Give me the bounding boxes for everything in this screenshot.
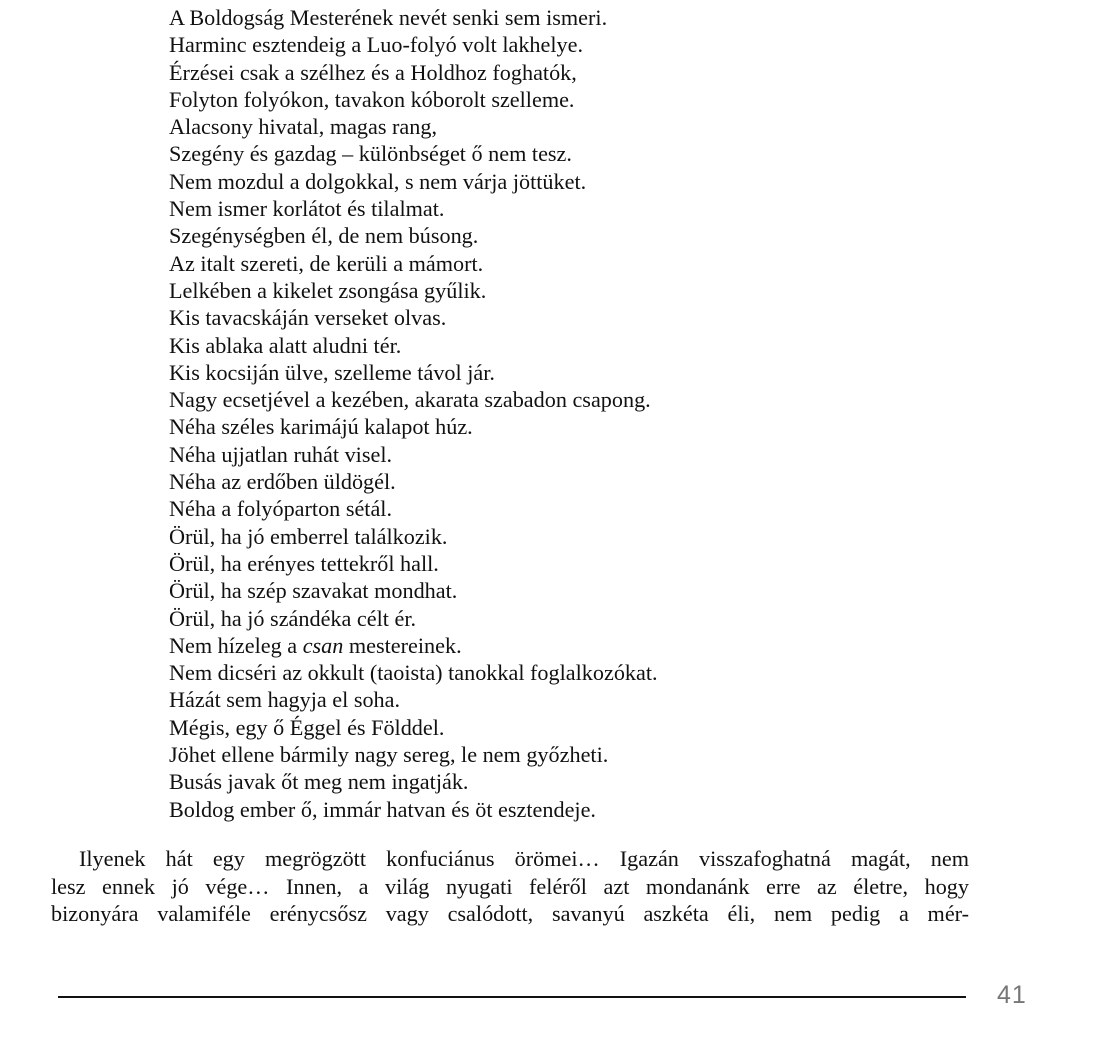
poem-line-with-italic	[169, 632, 658, 659]
poem-line: Néha széles karimájú kalapot húz.	[169, 414, 473, 440]
prose-line: lesz ennek jó vége… Innen, a világ nyugati feléről azt mondanánk erre az életre, hogy	[51, 873, 969, 899]
poem-line: Kis ablaka alatt aludni tér.	[169, 332, 402, 358]
poem-line: Alacsony hivatal, magas rang,	[169, 114, 438, 140]
poem-line: Néha ujjatlan ruhát visel.	[169, 441, 393, 467]
poem-line: Az italt szereti, de kerüli a mámort.	[169, 250, 484, 276]
poem-line: Nagy ecsetjével a kezében, akarata szabadon csapong.	[169, 387, 651, 413]
poem-line-text: Nem hízeleg a	[169, 632, 303, 658]
poem-line: Kis tavacskáján verseket olvas.	[169, 305, 447, 331]
italic-term: csan	[302, 632, 344, 658]
poem-line: Örül, ha erényes tettekről hall.	[169, 550, 439, 576]
poem-line: Házát sem hagyja el soha.	[169, 687, 401, 713]
poem-line: Harminc esztendeig a Luo-folyó volt lakhelye.	[169, 32, 584, 58]
poem-line: Boldog ember ő, immár hatvan és öt esztendeje.	[169, 796, 596, 822]
poem-line: Örül, ha jó emberrel találkozik.	[169, 523, 448, 549]
poem-line: Lelkében a kikelet zsongása gyűlik.	[169, 277, 487, 303]
poem-line: Mégis, egy ő Éggel és Földdel.	[169, 714, 445, 740]
poem-line: Nem ismer korlátot és tilalmat.	[169, 196, 445, 222]
prose-line: Ilyenek hát egy megrögzött konfuciánus örömei… Igazán visszafoghatná magát, nem	[79, 846, 969, 871]
poem-line: Nem dicséri az okkult (taoista) tanokkal foglalkozókat.	[169, 660, 658, 686]
poem-line: Örül, ha jó szándéka célt ér.	[169, 605, 417, 631]
poem-line: Szegény és gazdag – különbséget ő nem tesz.	[169, 141, 572, 167]
poem	[169, 4, 658, 823]
prose-line: bizonyára valamiféle erénycsősz vagy csalódott, savanyú aszkéta éli, nem pedig a mér-	[51, 901, 969, 926]
prose-paragraph	[51, 845, 969, 928]
poem-line: Folyton folyókon, tavakon kóborolt szelleme.	[169, 86, 575, 112]
poem-line: Néha az erdőben üldögél.	[169, 469, 396, 495]
poem-line: A Boldogság Mesterének nevét senki sem ismeri.	[169, 5, 608, 30]
poem-line: Kis kocsiján ülve, szelleme távol jár.	[169, 359, 495, 385]
poem-line: Néha a folyóparton sétál.	[169, 496, 393, 522]
poem-line-text: mestereinek.	[343, 632, 462, 658]
poem-line: Jöhet ellene bármily nagy sereg, le nem győzheti.	[169, 742, 609, 768]
poem-line: Nem mozdul a dolgokkal, s nem várja jöttüket.	[169, 168, 587, 194]
page-number: 41	[997, 981, 1027, 1009]
poem-line: Örül, ha szép szavakat mondhat.	[169, 578, 458, 604]
poem-line: Szegénységben él, de nem búsong.	[169, 223, 479, 249]
poem-line: Busás javak őt meg nem ingatják.	[169, 769, 469, 795]
footer-divider	[58, 996, 966, 998]
poem-line: Érzései csak a szélhez és a Holdhoz foghatók,	[169, 59, 577, 85]
